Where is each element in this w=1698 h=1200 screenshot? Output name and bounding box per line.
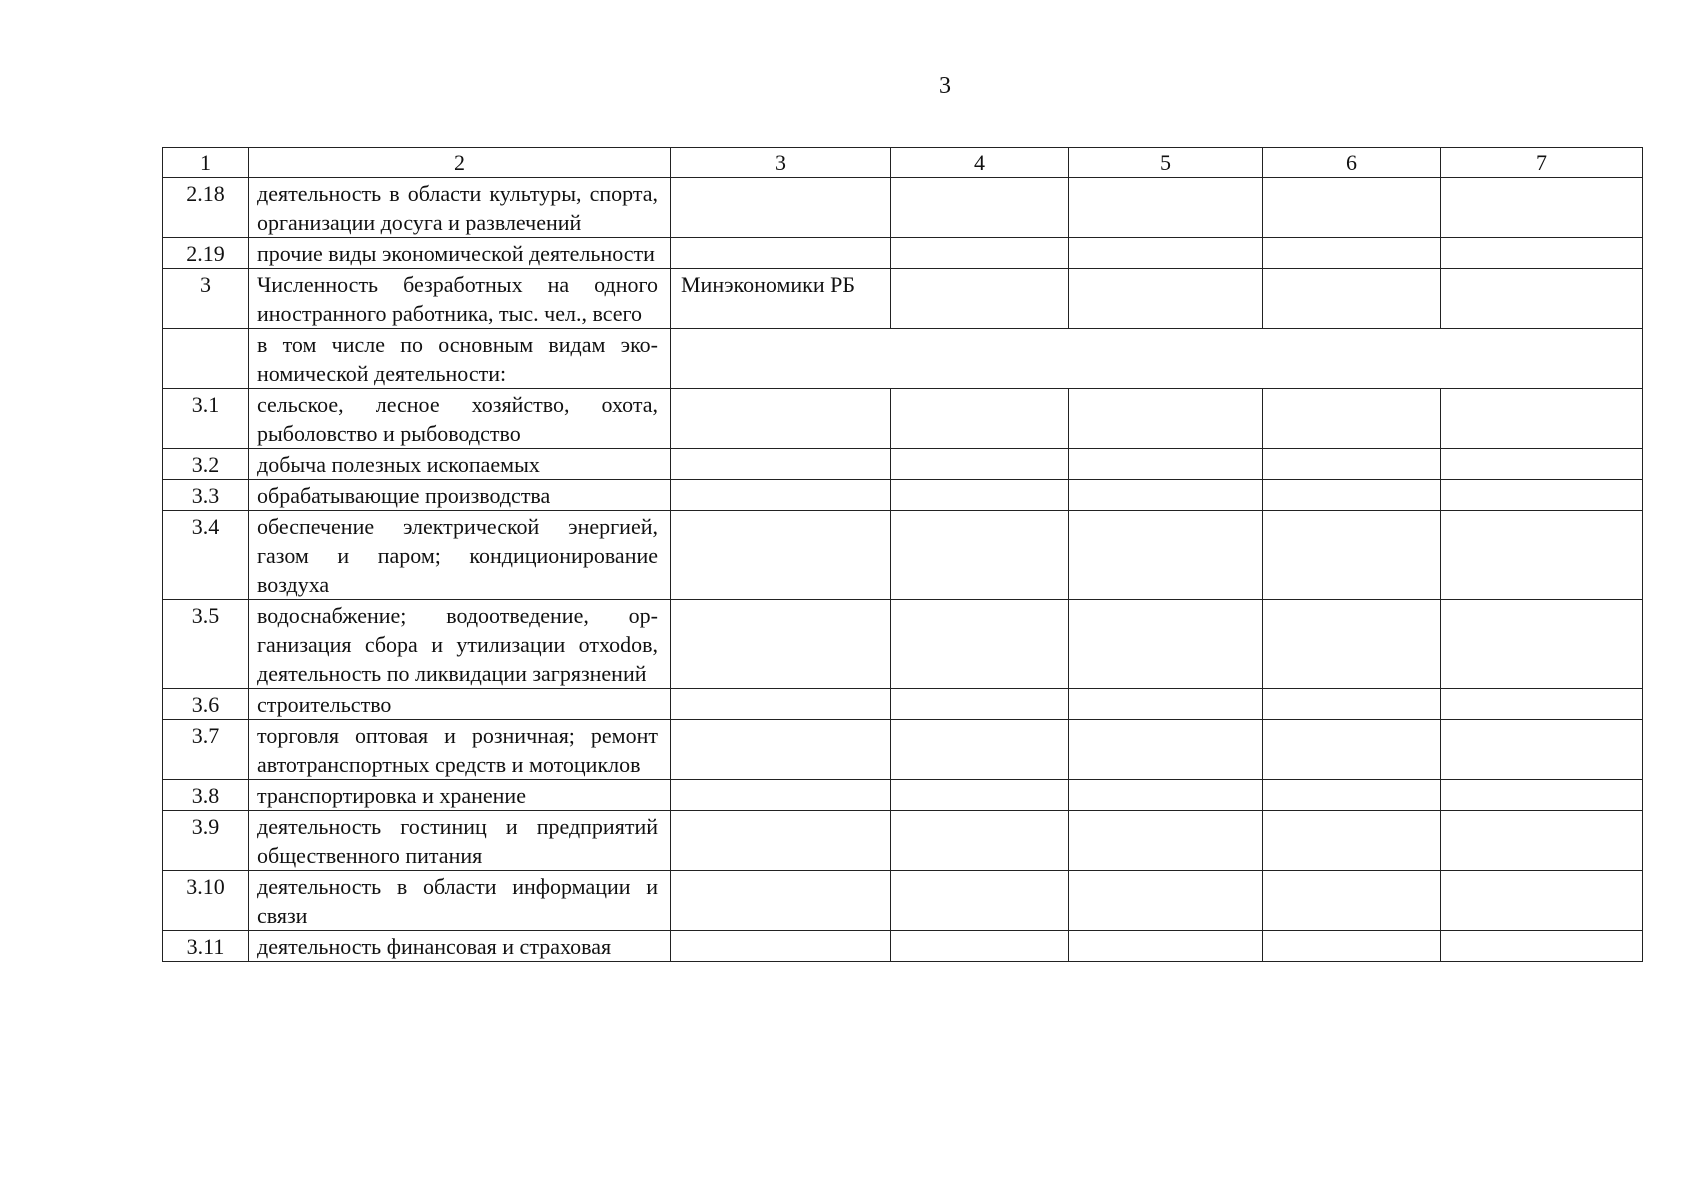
table-row — [163, 269, 1643, 329]
value-cell — [1263, 178, 1441, 238]
table-row — [163, 720, 1643, 780]
value-cell — [1263, 811, 1441, 871]
source-cell — [671, 449, 891, 480]
value-cell — [1263, 389, 1441, 449]
value-cell — [1441, 871, 1643, 931]
value-cell — [1069, 238, 1263, 269]
row-number-cell: 3.2 — [163, 449, 249, 480]
value-cell — [1441, 689, 1643, 720]
value-cell — [891, 720, 1069, 780]
source-cell — [671, 178, 891, 238]
row-number-cell: 3.3 — [163, 480, 249, 511]
value-cell — [1263, 871, 1441, 931]
header-cell: 1 — [163, 148, 249, 178]
value-cell — [1441, 720, 1643, 780]
row-number-cell: 3.11 — [163, 931, 249, 962]
value-cell — [1263, 238, 1441, 269]
value-cell — [1069, 511, 1263, 600]
value-cell — [1069, 269, 1263, 329]
indicator-name-cell: торговля оптовая и розничная; ремонт автотранспортных средств и мотоциклов — [249, 720, 671, 780]
value-cell — [1441, 178, 1643, 238]
indicator-name-cell: деятельность в области информации и связи — [249, 871, 671, 931]
source-cell — [671, 689, 891, 720]
value-cell — [1263, 689, 1441, 720]
row-number-cell: 3 — [163, 269, 249, 329]
value-cell — [1069, 178, 1263, 238]
table-row — [163, 329, 1643, 389]
header-cell: 3 — [671, 148, 891, 178]
source-cell — [671, 480, 891, 511]
indicator-name-cell: в том числе по основным видам экономической деятельности: — [249, 329, 671, 389]
source-cell — [671, 871, 891, 931]
indicator-name-cell: транспортировка и хранение — [249, 780, 671, 811]
value-cell — [891, 780, 1069, 811]
value-cell — [1069, 689, 1263, 720]
header-cell: 6 — [1263, 148, 1441, 178]
value-cell — [891, 811, 1069, 871]
value-cell — [891, 511, 1069, 600]
value-cell — [1069, 780, 1263, 811]
value-cell — [1069, 720, 1263, 780]
value-cell — [1441, 931, 1643, 962]
value-cell — [1263, 480, 1441, 511]
source-cell — [671, 720, 891, 780]
value-cell — [1069, 449, 1263, 480]
value-cell — [1069, 871, 1263, 931]
value-cell — [1441, 511, 1643, 600]
row-number-cell: 3.6 — [163, 689, 249, 720]
table-row — [163, 780, 1643, 811]
value-cell — [1263, 511, 1441, 600]
row-number-cell: 3.4 — [163, 511, 249, 600]
value-cell — [1263, 780, 1441, 811]
value-cell — [1441, 600, 1643, 689]
value-cell — [1263, 600, 1441, 689]
value-cell — [1441, 811, 1643, 871]
header-cell: 5 — [1069, 148, 1263, 178]
indicator-name-cell: деятельность гостиниц и предприятий общественного питания — [249, 811, 671, 871]
indicator-name-cell: обеспечение электрической энергией, газом и паром; кондиционирование воздуха — [249, 511, 671, 600]
table-row — [163, 449, 1643, 480]
source-cell — [671, 931, 891, 962]
row-number-cell: 2.18 — [163, 178, 249, 238]
value-cell — [1441, 389, 1643, 449]
table-row — [163, 178, 1643, 238]
source-cell — [671, 811, 891, 871]
table-row — [163, 811, 1643, 871]
header-cell: 2 — [249, 148, 671, 178]
row-number-cell: 3.8 — [163, 780, 249, 811]
value-cell — [1441, 238, 1643, 269]
table-row — [163, 600, 1643, 689]
value-cell — [1069, 600, 1263, 689]
table-row — [163, 689, 1643, 720]
source-cell — [671, 389, 891, 449]
value-cell — [891, 389, 1069, 449]
indicator-name-cell: прочие виды экономической деятельности — [249, 238, 671, 269]
indicator-name-cell: водоснабжение; водоотведение, организация сбора и утилизации отхоdов, деятельность по ликвидации загрязнений — [249, 600, 671, 689]
value-cell — [1441, 480, 1643, 511]
source-cell — [671, 780, 891, 811]
row-number-cell — [163, 329, 249, 389]
row-number-cell: 3.10 — [163, 871, 249, 931]
header-cell: 4 — [891, 148, 1069, 178]
table-header-row — [163, 148, 1643, 178]
row-number-cell: 3.5 — [163, 600, 249, 689]
indicator-name-cell: деятельность финансовая и страховая — [249, 931, 671, 962]
row-number-cell: 3.1 — [163, 389, 249, 449]
table-row — [163, 511, 1643, 600]
table-row — [163, 480, 1643, 511]
source-cell: Минэкономики РБ — [671, 269, 891, 329]
value-cell — [1263, 449, 1441, 480]
data-table — [162, 147, 1643, 962]
value-cell — [1069, 389, 1263, 449]
value-cell — [1069, 931, 1263, 962]
value-cell — [1441, 780, 1643, 811]
value-cell — [1069, 480, 1263, 511]
page-number: 3 — [939, 73, 951, 99]
value-cell — [891, 238, 1069, 269]
indicator-name-cell: обрабатывающие производства — [249, 480, 671, 511]
value-cell — [1263, 720, 1441, 780]
row-number-cell: 3.7 — [163, 720, 249, 780]
row-number-cell: 2.19 — [163, 238, 249, 269]
value-cell — [891, 600, 1069, 689]
value-cell — [891, 178, 1069, 238]
value-cell — [1441, 449, 1643, 480]
header-cell: 7 — [1441, 148, 1643, 178]
indicator-name-cell: строительство — [249, 689, 671, 720]
indicator-name-cell: Численность безработных на одного иностранного работника, тыс. чел., всего — [249, 269, 671, 329]
value-cell — [1069, 811, 1263, 871]
table-row — [163, 389, 1643, 449]
row-number-cell: 3.9 — [163, 811, 249, 871]
source-cell — [671, 600, 891, 689]
table-row — [163, 871, 1643, 931]
value-cell — [1441, 269, 1643, 329]
value-cell — [891, 931, 1069, 962]
table-row — [163, 931, 1643, 962]
indicator-name-cell: сельское, лесное хозяйство, охота, рыболовство и рыбоводство — [249, 389, 671, 449]
indicator-name-cell: деятельность в области культуры, спорта, организации досуга и развлечений — [249, 178, 671, 238]
value-cell — [891, 871, 1069, 931]
source-cell — [671, 238, 891, 269]
value-cell — [891, 449, 1069, 480]
merged-empty-cell — [671, 329, 1643, 389]
value-cell — [891, 689, 1069, 720]
value-cell — [891, 480, 1069, 511]
indicator-name-cell: добыча полезных ископаемых — [249, 449, 671, 480]
source-cell — [671, 511, 891, 600]
value-cell — [1263, 269, 1441, 329]
value-cell — [1263, 931, 1441, 962]
value-cell — [891, 269, 1069, 329]
table-row — [163, 238, 1643, 269]
